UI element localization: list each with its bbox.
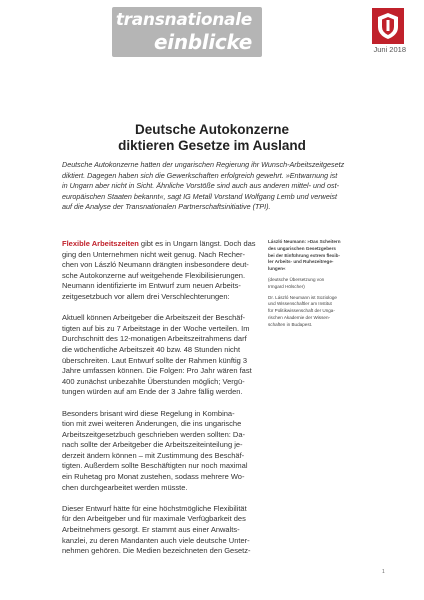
body-line: tungen würden auf am Ende der 3 Jahre fällig werden. [62,387,243,397]
keyword-highlight: Flexible Arbeitszeiten [62,239,139,248]
sidebar-title-line: László Neumann: »Das Scheitern [268,239,341,244]
intro-line: in Ungarn aber nicht in Sicht. Ähnliche Vorstöße sind auch aus anderen mittel- und ost- [62,181,340,190]
headline-line-1: Deutsche Autokonzerne [134,122,290,137]
body-paragraph-2 [62,313,262,398]
sidebar-title-line: ler Arbeits- und Ruhezeitrege- [268,259,334,265]
intro-line: diktiert. Dagegen haben sich die Gewerkschaften erfolgreich gewehrt. »Entwarnung ist [62,170,338,180]
body-line: chen durchgearbeitet werden müsste. [62,482,188,492]
ig-metall-logo-icon [372,8,404,44]
sidebar-author-line: und Wissenschaftler am Institut [268,301,332,307]
article-intro [62,160,362,213]
body-line: zeitgesetzbuch vor allem drei Verschlechterungen: [62,291,230,301]
body-line [62,239,262,250]
body-line: tigten auf bis zu 7 Arbeitstage in der Woche verteilen. Im [62,323,250,333]
body-line: nach sollte der Arbeitgeber die Arbeitszeiteinteilung je- [62,440,243,450]
intro-line: auf die Analyse der Transnationalen Partnerschaftsinitiative (TPI). [62,202,271,211]
body-line: für den Arbeitgeber und für maximale Verfügbarkeit des [62,514,246,524]
sidebar-author-line: Dr. László Neumann ist Soziologe [268,294,337,300]
banner-title-line-1: transnationale [115,10,252,30]
body-line: tigten. Außerdem sollte Beschäftigten nur noch maximal [62,461,248,471]
body-line: tion mit zwei weiteren Änderungen, die ins ungarische [62,419,242,429]
sidebar-note [268,239,364,329]
sidebar-translation-line: (deutsche Übersetzung von [268,276,325,282]
sidebar-title-line: lungen« [268,266,286,272]
body-line: Neumann identifizierte im Entwurf zum neuen Arbeits- [62,281,241,291]
body-line: ein Ruhetag pro Monat zustehen, sodass mehrere Wo- [62,472,245,482]
sidebar-title-line: bei der Einführung extrem flexib- [268,252,340,258]
publication-banner [112,7,262,57]
body-line: die wöchentliche Arbeitszeit 40 bzw. 48 Stunden nicht [62,344,241,354]
body-line: überschreiten. Laut Entwurf sollte der Rahmen künftig 3 [62,355,248,365]
body-line: sche Autokonzerne auf weitgehende Flexibilisierungen. [62,270,246,280]
body-line-text: gibt es in Ungarn längst. Doch das [138,239,256,248]
sidebar-author-line: rischen Akademie der Wissen- [268,314,331,320]
body-line: ging den Unternehmen nicht weit genug. Nach Recher- [62,249,246,259]
headline-line-2: diktieren Gesetze im Ausland [118,138,306,153]
body-line: Aktuell können Arbeitgeber die Arbeitszeit der Beschäf- [62,313,246,323]
body-paragraph-3 [62,409,262,494]
body-line: kanzlei, zu deren Mandanten auch viele deutsche Unter- [62,535,250,545]
sidebar-author-line: schaften in Budapest. [268,321,313,327]
body-line: chen von László Neumann drängten insbesondere deut- [62,260,249,270]
issue-date: Juni 2018 [373,45,406,54]
banner-title-line-2: einblicke [154,30,252,54]
body-line: Jahre umfassen können. Die Folgen: Pro Jahr wären fast [62,366,252,376]
sidebar-title-line: des ungarischen Gesetzgebers [268,245,336,251]
sidebar-translation-line: Irmgard Hölscher) [268,283,305,289]
body-line: Durchschnitt des 12-monatigen Arbeitszeitrahmens darf [62,334,247,344]
body-line: Dieser Entwurf hätte für eine höchstmögliche Flexibilität [62,503,247,513]
body-paragraph-1 [62,239,262,303]
article-body [62,239,262,567]
body-line: Besonders brisant wird diese Regelung in Kombina- [62,408,235,418]
article-headline [40,122,384,154]
page-number: 1 [382,569,385,575]
body-line: Arbeitszeitgesetzbuch geschrieben werden sollten: Da- [62,429,246,439]
body-line: derzeit ändern können – mit Zustimmung des Beschäf- [62,450,245,460]
sidebar-author-line: für Politikwissenschaft der Unga- [268,308,335,314]
body-paragraph-4 [62,504,262,557]
intro-line: Deutsche Autokonzerne hatten der ungarischen Regierung ihr Wunsch-Arbeitszeitgesetz [62,160,345,169]
intro-line: europäischen Staaten bekannt«, sagt IG Metall Vorstand Wolfgang Lemb und verweist [62,191,338,201]
body-line: Arbeitnehmers gesorgt. Er stammt aus einer Anwalts- [62,525,240,535]
body-line: 400 zunächst unbezahlte Überstunden möglich; Vergü- [62,376,245,386]
body-line: nehmen gehören. Die Medien bezeichneten den Gesetz- [62,546,251,556]
